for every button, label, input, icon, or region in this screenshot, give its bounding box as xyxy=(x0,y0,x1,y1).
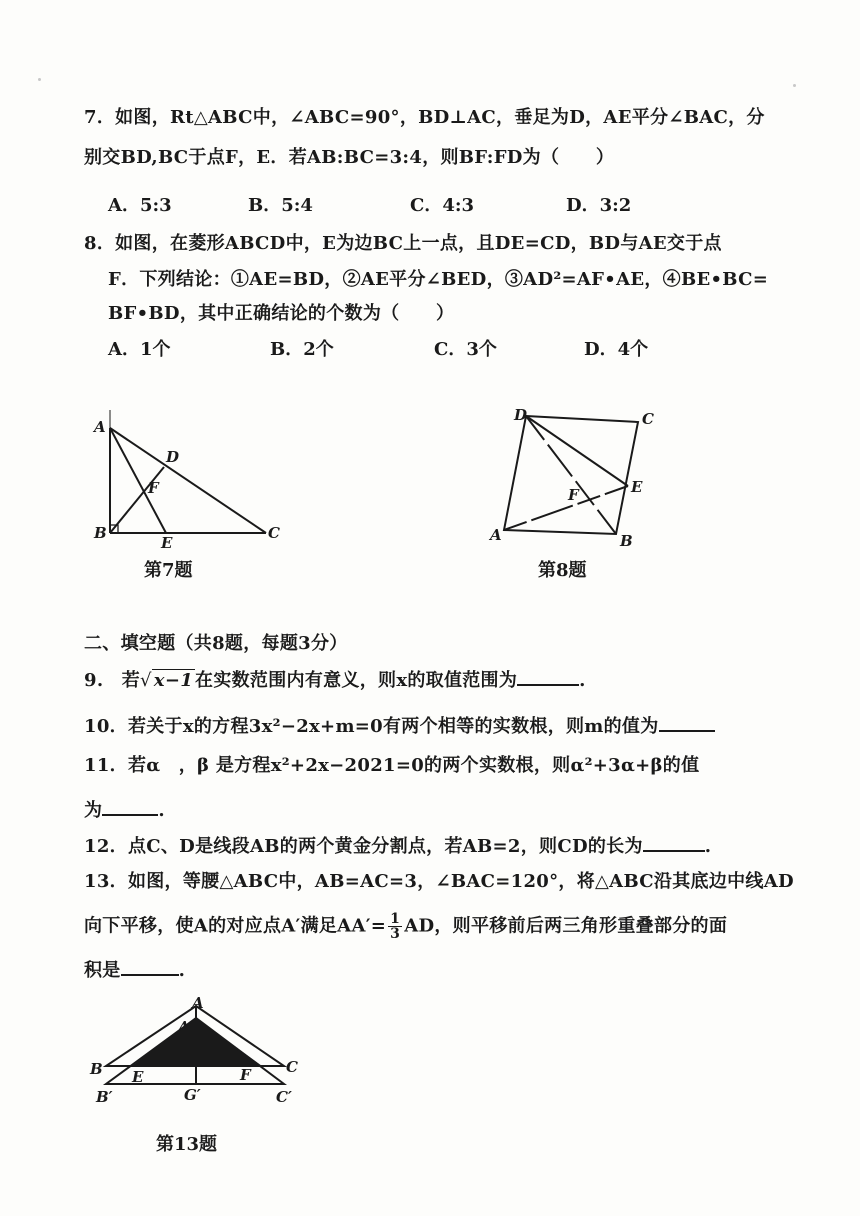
fig7-caption: 第7题 xyxy=(144,560,193,581)
q13-line3-pre: 积是 xyxy=(84,960,121,981)
fig7-label-f: F xyxy=(148,479,159,497)
fig13-label-a: A xyxy=(192,996,204,1012)
q10-line xyxy=(84,714,715,739)
q9-radicand: x−1 xyxy=(153,670,194,691)
fig7-label-a: A xyxy=(94,418,106,436)
section2-heading: 二、填空题（共8题，每题3分） xyxy=(84,633,348,654)
scan-dot xyxy=(793,84,796,87)
fig7-label-b: B xyxy=(94,524,107,542)
fig8-label-a: A xyxy=(490,526,502,544)
figure-7 xyxy=(88,400,298,550)
q9-pre: 9. 若 xyxy=(84,670,140,691)
scan-dot xyxy=(38,78,41,81)
fig13-label-f: F xyxy=(240,1066,251,1084)
q8-line1: 8．如图，在菱形ABCD中，E为边BC上一点，且DE=CD，BD与AE交于点 xyxy=(84,233,722,254)
fig8-label-c: C xyxy=(642,410,654,428)
fig8-label-e: E xyxy=(631,478,643,496)
fig7-label-e: E xyxy=(161,534,173,550)
q13-answer-blank[interactable] xyxy=(121,958,179,976)
fig13-label-b: B xyxy=(90,1060,103,1078)
q11-line2-pre: 为 xyxy=(84,800,103,821)
fig13-label-e: E xyxy=(132,1068,144,1086)
q8-option-b: B．2个 xyxy=(270,339,334,360)
fig8-caption: 第8题 xyxy=(538,560,587,581)
q8-line3: BF•BD，其中正确结论的个数为（ ） xyxy=(108,303,455,324)
q13-line1: 13．如图，等腰△ABC中，AB=AC=3，∠BAC=120°，将△ABC沿其底边中线AD xyxy=(84,871,794,892)
q11-line2-end: . xyxy=(158,800,165,821)
q7-option-c: C．4:3 xyxy=(410,195,475,216)
one-third-fraction xyxy=(388,912,402,941)
fraction-numerator: 1 xyxy=(390,911,401,927)
q10-answer-blank[interactable] xyxy=(659,714,715,732)
q8-option-d: D．4个 xyxy=(584,339,649,360)
q13-line2 xyxy=(84,912,727,941)
fig8-label-d: D xyxy=(514,406,528,424)
sqrt-sign: √ xyxy=(140,670,152,691)
q13-line3 xyxy=(84,958,185,983)
q9-answer-blank[interactable] xyxy=(517,668,579,686)
fig13-caption: 第13题 xyxy=(156,1134,218,1155)
fig13-label-c-prime: C′ xyxy=(276,1088,292,1106)
q13-line2-post: AD，则平移前后两三角形重叠部分的面 xyxy=(404,915,728,937)
fig13-label-a-prime: A′ xyxy=(178,1018,194,1036)
q12-end: . xyxy=(704,836,712,857)
q9-line xyxy=(84,668,586,693)
fig13-label-g-prime: G′ xyxy=(184,1086,201,1104)
q12-line xyxy=(84,834,711,859)
q12-text: 12．点C、D是线段AB的两个黄金分割点，若AB=2，则CD的长为 xyxy=(84,836,643,857)
q8-option-a: A．1个 xyxy=(108,339,171,360)
q7-option-a: A．5:3 xyxy=(108,195,172,216)
q7-line1: 7．如图，Rt△ABC中，∠ABC=90°，BD⊥AC，垂足为D，AE平分∠BAC，分 xyxy=(84,107,765,128)
q9-post: 在实数范围内有意义，则x的取值范围为 xyxy=(195,670,518,691)
q8-line2: F．下列结论：①AE=BD，②AE平分∠BED，③AD²=AF•AE，④BE•BC= xyxy=(108,269,769,290)
fig7-label-c: C xyxy=(268,524,280,542)
q7-option-b: B．5:4 xyxy=(248,195,313,216)
q8-option-c: C．3个 xyxy=(434,339,497,360)
figure-8 xyxy=(486,400,666,550)
q10-text: 10．若关于x的方程3x²−2x+m=0有两个相等的实数根，则m的值为 xyxy=(84,716,659,737)
q7-line2: 别交BD,BC于点F，E．若AB:BC=3:4，则BF:FD为（ ） xyxy=(84,147,615,168)
fig8-label-f: F xyxy=(568,486,579,504)
q11-line2 xyxy=(84,798,165,823)
figure-13 xyxy=(88,996,328,1111)
q11-answer-blank[interactable] xyxy=(102,798,158,816)
q13-line3-end: . xyxy=(178,960,186,981)
q7-option-d: D．3:2 xyxy=(566,195,632,216)
fig8-label-b: B xyxy=(620,532,633,550)
q11-line1: 11．若α ，β 是方程x²+2x−2021=0的两个实数根，则α²+3α+β的值 xyxy=(84,755,700,776)
q9-end: . xyxy=(579,670,586,691)
fig7-label-d: D xyxy=(166,448,180,466)
q13-line2-pre: 向下平移，使A的对应点A′满足AA′= xyxy=(84,915,387,937)
fig13-label-c: C xyxy=(286,1058,298,1076)
fig13-label-b-prime: B′ xyxy=(96,1088,113,1106)
q12-answer-blank[interactable] xyxy=(643,834,705,852)
fraction-denominator: 3 xyxy=(390,926,401,942)
